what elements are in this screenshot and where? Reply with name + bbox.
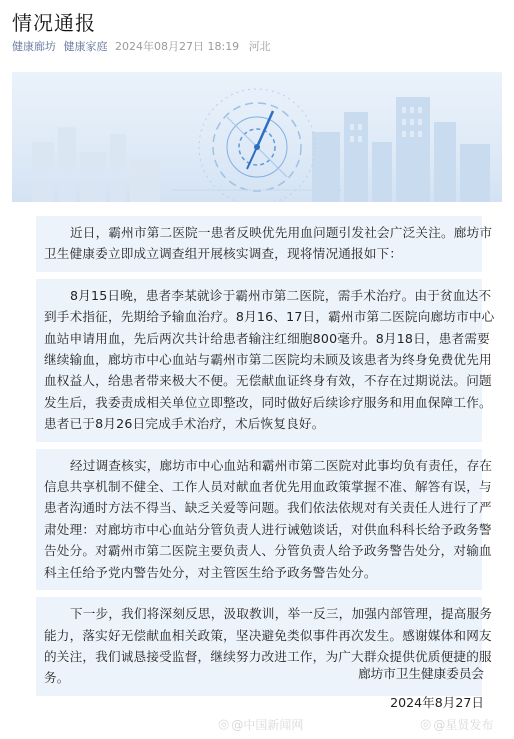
paragraph-1 xyxy=(36,216,493,272)
account-link-1[interactable]: 健康家庭 xyxy=(63,40,108,53)
watermark-1 xyxy=(218,716,303,733)
paragraph-line: 8月15日晚，患者李某就诊于霸州市第二医院，需手术治疗。由于贫血达不 xyxy=(70,287,492,303)
paragraph-line: 卫生健康委立即成立调查组开展核实调查，现将情况通报如下： xyxy=(44,246,403,262)
account-link-0[interactable]: 健康廊坊 xyxy=(12,40,56,53)
paragraph-line: 信息共享机制不健全、工作人员对献血者优先用血政策掌握不准、解答有误，与 xyxy=(44,479,492,495)
paragraph-2 xyxy=(36,279,495,442)
paragraph-line: 到手术指征，先期给予输血治疗。8月16、17日，霸州市第二医院向廊坊市中心 xyxy=(44,309,495,325)
paragraph-line: 下一步，我们将深刻反思，汲取教训，举一反三，加强内部管理，提高服务 xyxy=(70,606,493,622)
paragraph-line: 科主任给予党内警告处分，对主管医生给予政务警告处分。 xyxy=(44,564,377,580)
watermark-text-2: @星贤发布 xyxy=(433,718,494,732)
paragraph-line: 近日，霸州市第二医院一患者反映优先用血问题引发社会广泛关注。廊坊市 xyxy=(70,225,493,240)
paragraph-line: 肃处理：对廊坊市中心血站分管负责人进行诫勉谈话，对供血科科长给予政务警 xyxy=(44,521,492,537)
weibo-icon: ◎ xyxy=(218,717,230,732)
watermark-2 xyxy=(420,716,493,733)
paragraph-line: 告处分。对霸州市第二医院主要负责人、分管负责人给予政务警告处分，对输血 xyxy=(44,543,492,559)
paragraph-line: 务。 xyxy=(44,670,70,686)
signature-org: 廊坊市卫生健康委员会 xyxy=(358,666,484,681)
paragraph-line: 的关注，我们诚恳接受监督，继续努力改进工作，为广大群众提供优质便捷的服 xyxy=(44,648,492,664)
paragraph-line: 能力，落实好无偿献血相关政策，坚决避免类似事件再次发生。感谢媒体和网友 xyxy=(44,627,492,643)
paragraph-line: 患者沟通时方法不得当、缺乏关爱等问题。我们依法依规对有关责任人进行了严 xyxy=(44,500,492,516)
header-banner-image xyxy=(12,72,502,202)
publish-datetime: 2024年08月27日 18:19 xyxy=(115,40,240,53)
signature-date: 2024年8月27日 xyxy=(390,695,484,710)
paragraph-line: 患者已于8月26日完成手术治疗，术后恢复良好。 xyxy=(44,416,325,432)
article-body xyxy=(36,216,495,703)
paragraph-line: 经过调查核实，廊坊市中心血站和霸州市第二医院对此事均负有责任，存在 xyxy=(70,457,493,473)
article-title: 情况通报 xyxy=(12,11,96,35)
banner-illustration xyxy=(12,72,502,202)
article-meta xyxy=(12,40,271,54)
paragraph-line: 血站申请用血，先后两次共计给患者输注红细胞800毫升。8月18日，患者需要 xyxy=(44,330,490,346)
paragraph-line: 发生后，我委责成相关单位立即整改，同时做好后续诊疗服务和用血保障工作。 xyxy=(44,394,492,410)
publish-location: 河北 xyxy=(248,40,271,53)
watermark-text-1: @中国新闻网 xyxy=(231,718,304,732)
paragraph-3 xyxy=(36,449,493,590)
weibo-icon: ◎ xyxy=(420,717,432,732)
paragraph-line: 继续输血，廊坊市中心血站与霸州市第二医院均未顾及该患者为终身免费优先用 xyxy=(44,352,492,368)
paragraph-line: 血权益人，给患者带来极大不便。无偿献血证终身有效，不存在过期说法。问题 xyxy=(44,373,492,389)
signature-block xyxy=(358,664,484,722)
